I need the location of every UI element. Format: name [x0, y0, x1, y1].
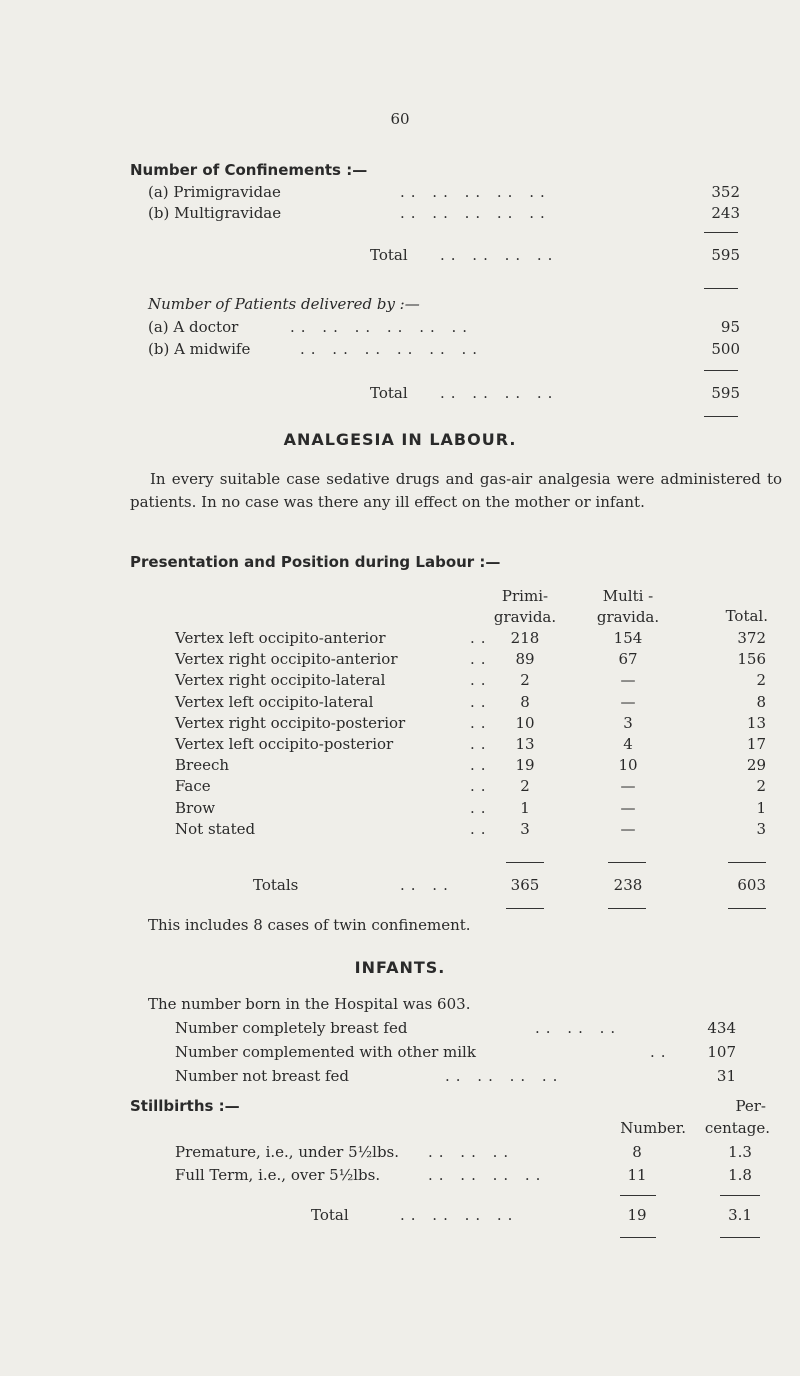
leader-dots: .. .. .. ..: [400, 1206, 519, 1224]
stillbirths-row-label: Full Term, i.e., over 5½lbs.: [175, 1166, 381, 1184]
stillbirths-col-percentage-line1: Per-: [735, 1097, 766, 1115]
confinements-row-label: (b) Multigravidae: [148, 204, 282, 222]
stillbirths-heading: Stillbirths :—: [130, 1097, 240, 1115]
leader-dots: .. .. .. ..: [440, 246, 559, 264]
rule: [506, 862, 544, 863]
presentation-row-multi: 4: [623, 735, 633, 753]
leader-dots: ..: [470, 735, 492, 753]
presentation-row-label: Vertex right occipito-posterior: [175, 714, 406, 732]
rule: [704, 370, 738, 371]
infants-row-value: 434: [707, 1019, 736, 1037]
rule: [506, 908, 544, 909]
stillbirths-col-percentage-line2: centage.: [704, 1119, 770, 1137]
presentation-totals-label: Totals: [253, 876, 299, 894]
presentation-row-label: Vertex left occipito-anterior: [175, 629, 386, 647]
delivered-by-row-value: 500: [711, 340, 740, 358]
confinements-row-value: 352: [711, 183, 740, 201]
presentation-row-total: 8: [756, 693, 766, 711]
rule: [608, 908, 646, 909]
leader-dots: ..: [470, 714, 492, 732]
stillbirths-col-number: Number.: [620, 1119, 686, 1137]
presentation-row-multi: —: [620, 777, 636, 795]
stillbirths-total-pct: 3.1: [728, 1206, 752, 1224]
presentation-row-multi: —: [620, 820, 636, 838]
presentation-row-multi: 10: [618, 756, 638, 774]
col-header-line: Multi -: [602, 587, 654, 605]
presentation-row-label: Vertex right occipito-lateral: [175, 671, 386, 689]
presentation-row-multi: —: [620, 671, 636, 689]
confinements-heading: Number of Confinements :—: [130, 161, 368, 179]
presentation-row-total: 3: [756, 820, 766, 838]
leader-dots: .. .. .. ..: [445, 1067, 564, 1085]
analgesia-paragraph: In every suitable case sedative drugs and gas-air analgesia were administered to patients. In no case was there any ill effect on the mother or infant.: [130, 470, 782, 511]
presentation-row-label: Not stated: [175, 820, 256, 838]
rule: [620, 1237, 656, 1238]
presentation-row-primi: 218: [510, 629, 540, 647]
delivered-by-heading: Number of Patients delivered by :—: [148, 295, 420, 313]
page-number: 60: [390, 110, 410, 128]
presentation-row-primi: 8: [520, 693, 530, 711]
confinements-row-value: 243: [711, 204, 740, 222]
infants-row-value: 31: [716, 1067, 736, 1085]
presentation-row-primi: 2: [520, 777, 530, 795]
presentation-row-primi: 2: [520, 671, 530, 689]
col-header-line: gravida.: [596, 608, 660, 626]
infants-row-label: Number complemented with other milk: [175, 1043, 476, 1061]
rule: [720, 1237, 760, 1238]
leader-dots: ..: [470, 671, 492, 689]
leader-dots: ..: [470, 777, 492, 795]
infants-row-value: 107: [707, 1043, 736, 1061]
leader-dots: .. .. .. .. .. ..: [300, 340, 484, 358]
rule: [728, 908, 766, 909]
leader-dots: .. .. ..: [535, 1019, 622, 1037]
delivered-by-row-label: (a) A doctor: [148, 318, 239, 336]
presentation-row-multi: —: [620, 693, 636, 711]
presentation-total-total: 603: [737, 876, 766, 894]
infants-row-label: Number completely breast fed: [175, 1019, 408, 1037]
leader-dots: ..: [470, 756, 492, 774]
presentation-row-total: 156: [737, 650, 766, 668]
presentation-row-multi: 3: [623, 714, 633, 732]
presentation-row-total: 2: [756, 671, 766, 689]
delivered-by-total-label: Total: [370, 384, 408, 402]
presentation-heading: Presentation and Position during Labour :—: [130, 553, 501, 571]
stillbirths-row-number: 8: [632, 1143, 642, 1161]
leader-dots: .. ..: [400, 876, 454, 894]
rule: [704, 416, 738, 417]
stillbirths-row-number: 11: [627, 1166, 647, 1184]
leader-dots: .. .. .. .. .. ..: [290, 318, 474, 336]
presentation-total-multi: 238: [613, 876, 643, 894]
infants-row-label: Number not breast fed: [175, 1067, 350, 1085]
analgesia-heading: ANALGESIA IN LABOUR.: [283, 430, 517, 449]
presentation-row-total: 17: [746, 735, 766, 753]
stillbirths-row-label: Premature, i.e., under 5½lbs.: [175, 1143, 400, 1161]
presentation-row-total: 1: [756, 799, 766, 817]
leader-dots: .. .. ..: [428, 1143, 515, 1161]
stillbirths-total-number: 19: [627, 1206, 647, 1224]
rule: [728, 862, 766, 863]
rule: [608, 862, 646, 863]
presentation-row-label: Vertex right occipito-anterior: [175, 650, 398, 668]
rule: [704, 232, 738, 233]
rule: [704, 288, 738, 289]
leader-dots: .. .. .. ..: [428, 1166, 547, 1184]
presentation-row-label: Breech: [175, 756, 230, 774]
leader-dots: ..: [470, 799, 492, 817]
delivered-by-total-value: 595: [711, 384, 740, 402]
delivered-by-row-value: 95: [720, 318, 740, 336]
leader-dots: .. .. .. .. ..: [400, 183, 551, 201]
leader-dots: ..: [470, 820, 492, 838]
presentation-row-label: Vertex left occipito-posterior: [175, 735, 394, 753]
leader-dots: .. .. .. ..: [440, 384, 559, 402]
confinements-total-label: Total: [370, 246, 408, 264]
confinements-row-label: (a) Primigravidae: [148, 183, 281, 201]
presentation-row-primi: 10: [515, 714, 535, 732]
col-header-line: Primi-: [501, 587, 549, 605]
stillbirths-row-pct: 1.3: [728, 1143, 752, 1161]
presentation-total-primi: 365: [510, 876, 540, 894]
presentation-row-primi: 89: [515, 650, 535, 668]
rule: [620, 1195, 656, 1196]
col-header-primigravida: [480, 586, 570, 628]
presentation-row-total: 29: [746, 756, 766, 774]
presentation-row-multi: 67: [618, 650, 638, 668]
col-header-multigravida: [583, 586, 673, 628]
presentation-row-total: 2: [756, 777, 766, 795]
col-header-line: gravida.: [493, 608, 557, 626]
presentation-row-primi: 3: [520, 820, 530, 838]
leader-dots: ..: [470, 693, 492, 711]
presentation-row-primi: 1: [520, 799, 530, 817]
presentation-row-primi: 13: [515, 735, 535, 753]
infants-intro: The number born in the Hospital was 603.: [148, 995, 471, 1013]
presentation-row-total: 372: [737, 629, 766, 647]
col-header-total: Total.: [725, 607, 768, 625]
stillbirths-row-pct: 1.8: [728, 1166, 752, 1184]
leader-dots: ..: [650, 1043, 672, 1061]
delivered-by-row-label: (b) A midwife: [148, 340, 251, 358]
presentation-row-label: Face: [175, 777, 211, 795]
presentation-row-total: 13: [746, 714, 766, 732]
rule: [720, 1195, 760, 1196]
presentation-row-label: Vertex left occipito-lateral: [175, 693, 374, 711]
presentation-row-label: Brow: [175, 799, 216, 817]
presentation-row-multi: —: [620, 799, 636, 817]
presentation-row-primi: 19: [515, 756, 535, 774]
infants-heading: INFANTS.: [354, 958, 446, 977]
leader-dots: .. .. .. .. ..: [400, 204, 551, 222]
leader-dots: ..: [470, 650, 492, 668]
confinements-total-value: 595: [711, 246, 740, 264]
twin-note: This includes 8 cases of twin confinement.: [148, 916, 471, 934]
presentation-row-multi: 154: [613, 629, 643, 647]
stillbirths-total-label: Total: [311, 1206, 349, 1224]
leader-dots: ..: [470, 629, 492, 647]
